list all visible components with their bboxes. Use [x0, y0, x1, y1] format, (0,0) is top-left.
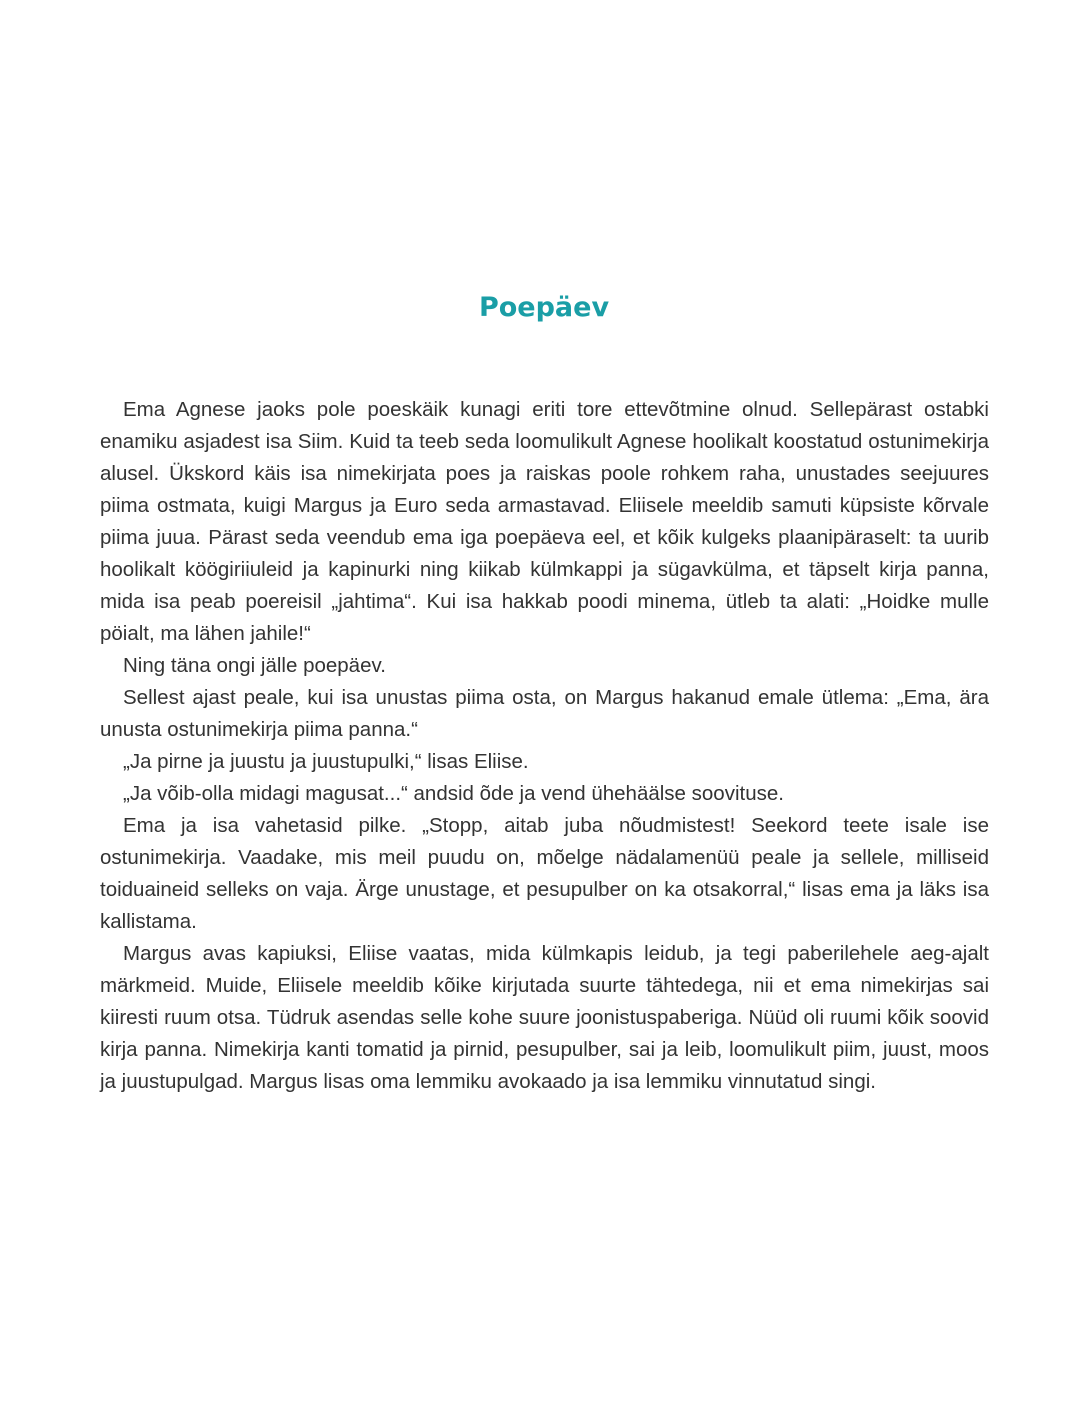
story-body: [100, 394, 989, 1098]
page-title: Poepäev: [478, 292, 610, 323]
paragraph-1: Ema Agnese jaoks pole poeskäik kunagi eriti tore ettevõtmine olnud. Sellepärast ostabki enamiku asjadest isa Siim. Kuid ta teeb seda loomulikult Agnese hoolikalt koostatud ostunimekirja alusel. Ükskord käis isa nimekirjata poes ja raiskas poole rohkem raha, unustades seejuures piima ostmata, kuigi Margus ja Euro seda armastavad. Eliisele meeldib samuti küpsiste kõrvale piima juua. Pärast seda veendub ema iga poepäeva eel, et kõik kulgeks plaanipäraselt: ta uurib hoolikalt köögiriiuleid ja kapinurki ning kiikab külmkappi ja sügavkülma, et täpselt kirja panna, mida isa peab poereisil „jahtima“. Kui isa hakkab poodi minema, ütleb ta alati: „Hoidke mulle pöialt, ma lähen jahile!“: [100, 398, 989, 645]
paragraph-7: Margus avas kapiuksi, Eliise vaatas, mida külmkapis leidub, ja tegi paberilehele aeg-ajalt märkmeid. Muide, Eliisele meeldib kõike kirjutada suurte tähtedega, nii et ema nimekirjas sai kiiresti ruum otsa. Tüdruk asendas selle kohe suure joonistuspaberiga. Nüüd oli ruumi kõik soovid kirja panna. Nimekirja kanti tomatid ja pirnid, pesupulber, sai ja leib, loomulikult piim, juust, moos ja juustupulgad. Margus lisas oma lemmiku avokaado ja isa lemmiku vinnutatud singi.: [100, 942, 989, 1093]
paragraph-4: „Ja pirne ja juustu ja juustupulki,“ lisas Eliise.: [123, 750, 529, 773]
paragraph-6: Ema ja isa vahetasid pilke. „Stopp, aitab juba nõudmistest! Seekord teete isale ise ostunimekirja. Vaadake, mis meil puudu on, mõelge nädalamenüü peale ja sellele, milliseid toiduaineid selleks on vaja. Ärge unustage, et pesupulber on ka otsakorral,“ lisas ema ja läks isa kallistama.: [100, 814, 989, 933]
paragraph-3: Sellest ajast peale, kui isa unustas piima osta, on Margus hakanud emale ütlema: „Ema, ära unusta ostunimekirja piima panna.“: [100, 686, 989, 741]
paragraph-2: Ning täna ongi jälle poepäev.: [123, 654, 386, 677]
paragraph-5: „Ja võib-olla midagi magusat...“ andsid õde ja vend ühehäälse soovituse.: [123, 782, 784, 805]
